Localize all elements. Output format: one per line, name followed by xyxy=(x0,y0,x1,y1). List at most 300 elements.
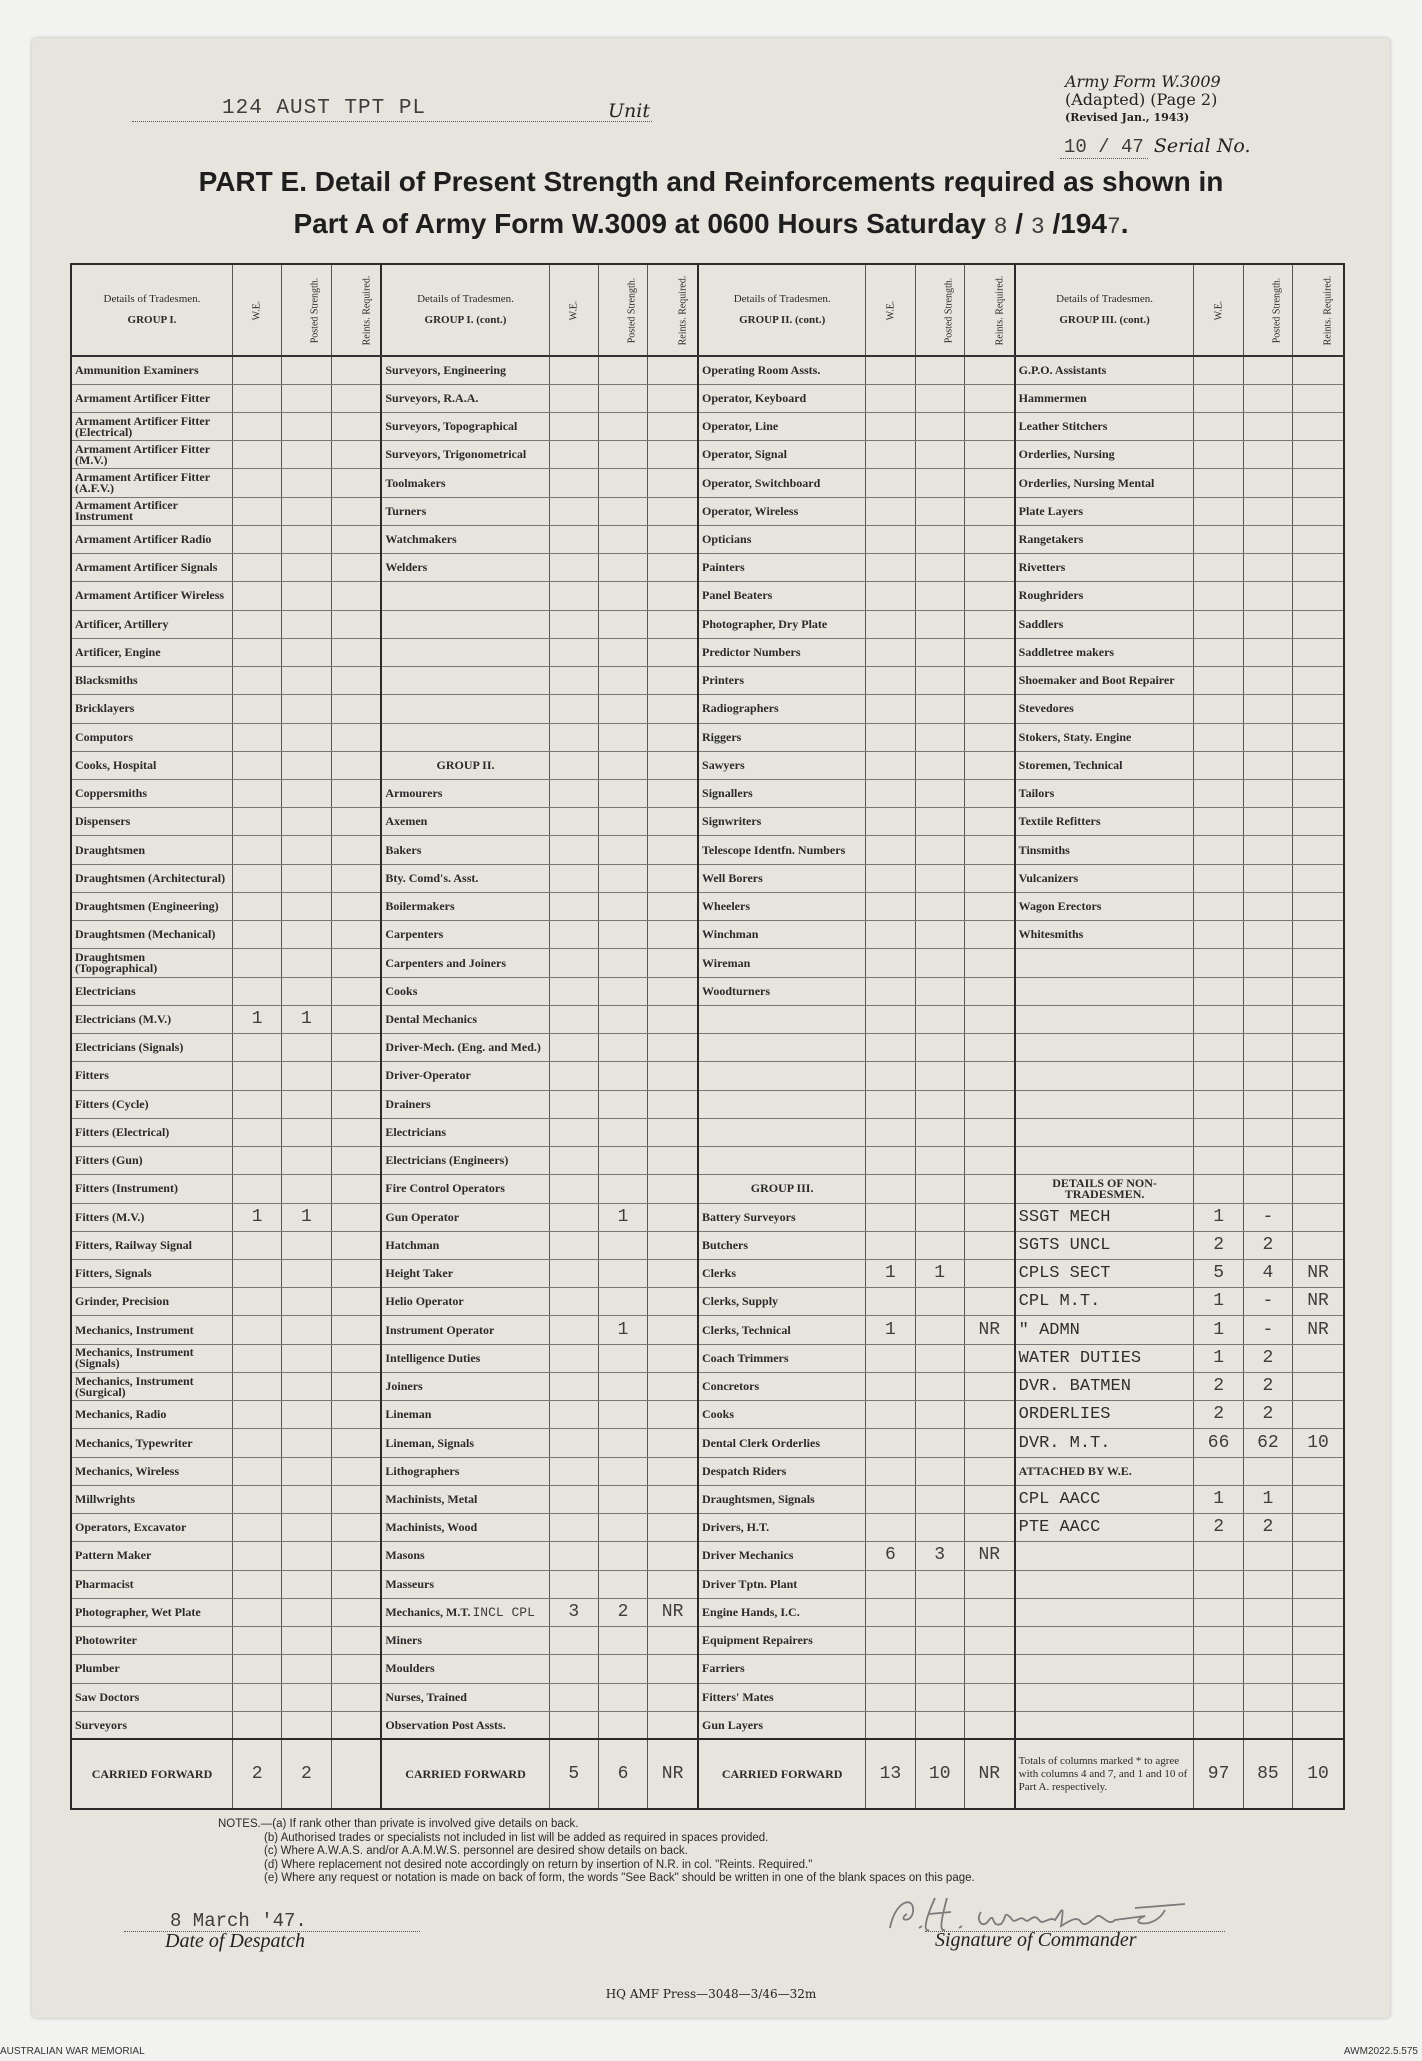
cell-we xyxy=(866,751,915,779)
cell-we xyxy=(866,610,915,638)
cell-we xyxy=(232,1372,281,1400)
cell-rr xyxy=(648,949,698,977)
cell-ps: 2 xyxy=(1243,1401,1292,1429)
cell-we xyxy=(549,582,598,610)
cell-we xyxy=(866,1175,915,1203)
trade-label: GROUP II. xyxy=(381,751,549,779)
cell-we xyxy=(549,1316,598,1344)
cell-rr xyxy=(331,667,381,695)
header-we-text: W.E. xyxy=(884,300,896,320)
cell-we: 2 xyxy=(1194,1372,1243,1400)
cell-ps xyxy=(282,1062,331,1090)
carried-we: 2 xyxy=(232,1739,281,1809)
cell-we xyxy=(866,1062,915,1090)
trade-label: Radiographers xyxy=(698,695,866,723)
note-c: (c) Where A.W.A.S. and/or A.A.M.W.S. personnel are desired show details on back. xyxy=(264,1845,688,1857)
cell-we xyxy=(1194,723,1243,751)
cell-rr xyxy=(1293,582,1344,610)
cell-rr xyxy=(1293,949,1344,977)
carried-rr: 10 xyxy=(1293,1739,1344,1809)
trade-label: Mechanics, Typewriter xyxy=(71,1429,232,1457)
cell-we xyxy=(232,780,281,808)
trade-label: Height Taker xyxy=(381,1260,549,1288)
table-row xyxy=(71,864,1344,892)
cell-ps xyxy=(282,1598,331,1626)
typed-annotation: INCL CPL xyxy=(472,1604,535,1620)
trade-label: Fitters, Railway Signal xyxy=(71,1231,232,1259)
trade-label: Electricians (Engineers) xyxy=(381,1147,549,1175)
cell-ps xyxy=(598,1231,647,1259)
table-row xyxy=(71,1147,1344,1175)
cell-rr xyxy=(648,469,698,497)
header-details-2 xyxy=(381,264,549,356)
cell-ps xyxy=(282,412,331,440)
cell-rr xyxy=(1293,1542,1344,1570)
carried-we: 97 xyxy=(1194,1739,1243,1809)
cell-ps xyxy=(598,1147,647,1175)
trade-label: Despatch Riders xyxy=(698,1457,866,1485)
header-group-name: GROUP I. (cont.) xyxy=(424,314,507,326)
trade-label: Pattern Maker xyxy=(71,1542,232,1570)
cell-we xyxy=(866,1514,915,1542)
cell-rr xyxy=(648,780,698,808)
cell-rr xyxy=(964,695,1014,723)
table-row xyxy=(71,1344,1344,1372)
cell-ps xyxy=(598,554,647,582)
note-b: (b) Authorised trades or specialists not included in list will be added as required in spaces provided. xyxy=(264,1831,769,1844)
trade-label: Clerks xyxy=(698,1260,866,1288)
cell-rr xyxy=(1293,864,1344,892)
cell-rr xyxy=(331,582,381,610)
cell-rr xyxy=(964,1401,1014,1429)
trade-label: Mechanics, Radio xyxy=(71,1401,232,1429)
trade-label: Printers xyxy=(698,667,866,695)
table-row xyxy=(71,1711,1344,1739)
trade-label: Orderlies, Nursing Mental xyxy=(1015,469,1194,497)
trade-label: Fire Control Operators xyxy=(381,1175,549,1203)
cell-rr xyxy=(964,1231,1014,1259)
cell-rr xyxy=(1293,610,1344,638)
cell-rr xyxy=(1293,638,1344,666)
trade-label: Drivers, H.T. xyxy=(698,1514,866,1542)
table-row xyxy=(71,1372,1344,1400)
cell-rr xyxy=(964,469,1014,497)
cell-we xyxy=(866,836,915,864)
cell-ps xyxy=(1243,1005,1292,1033)
cell-rr xyxy=(1293,1203,1344,1231)
cell-ps xyxy=(1243,836,1292,864)
trade-label: Wireman xyxy=(698,949,866,977)
trade-label: Driver Mechanics xyxy=(698,1542,866,1570)
cell-ps: 4 xyxy=(1243,1260,1292,1288)
cell-rr xyxy=(648,384,698,412)
cell-rr: NR xyxy=(1293,1260,1344,1288)
cell-ps xyxy=(915,638,964,666)
cell-rr xyxy=(648,723,698,751)
trade-label: Woodturners xyxy=(698,977,866,1005)
unit-label: Unit xyxy=(608,100,650,122)
cell-ps: 2 xyxy=(1243,1344,1292,1372)
cell-ps xyxy=(598,1005,647,1033)
cell-rr xyxy=(1293,1062,1344,1090)
cell-we xyxy=(549,1542,598,1570)
trade-label: Rangetakers xyxy=(1015,525,1194,553)
cell-rr xyxy=(1293,808,1344,836)
header-posted-text: Posted Strength. xyxy=(309,277,321,343)
cell-rr: NR xyxy=(1293,1288,1344,1316)
cell-we xyxy=(549,356,598,384)
note-a: NOTES.—(a) If rank other than private is involved give details on back. xyxy=(218,1818,579,1830)
header-we-3 xyxy=(866,264,915,356)
header-posted-text: Posted Strength. xyxy=(1271,277,1283,343)
cell-we xyxy=(866,921,915,949)
cell-ps xyxy=(1243,808,1292,836)
cell-ps xyxy=(598,892,647,920)
cell-rr xyxy=(331,554,381,582)
cell-rr xyxy=(1293,1485,1344,1513)
cell-rr xyxy=(648,1147,698,1175)
trade-label xyxy=(1015,1005,1194,1033)
cell-we xyxy=(232,1570,281,1598)
cell-ps xyxy=(282,525,331,553)
cell-ps xyxy=(282,667,331,695)
trade-label: Leather Stitchers xyxy=(1015,412,1194,440)
cell-we xyxy=(866,1485,915,1513)
cell-ps: 1 xyxy=(598,1203,647,1231)
trade-label: Fitters (Cycle) xyxy=(71,1090,232,1118)
cell-we: 1 xyxy=(232,1203,281,1231)
cell-rr xyxy=(964,582,1014,610)
cell-we xyxy=(1194,638,1243,666)
cell-we xyxy=(232,892,281,920)
cell-we xyxy=(1194,864,1243,892)
cell-we xyxy=(1194,384,1243,412)
table-header-row xyxy=(71,264,1344,356)
cell-we xyxy=(549,1372,598,1400)
trade-label: Machinists, Metal xyxy=(381,1485,549,1513)
trade-label: Stevedores xyxy=(1015,695,1194,723)
date-day: 8 xyxy=(993,214,1008,240)
cell-rr xyxy=(1293,892,1344,920)
cell-we xyxy=(1194,554,1243,582)
cell-ps xyxy=(915,1655,964,1683)
trade-label: Welders xyxy=(381,554,549,582)
trade-label: Intelligence Duties xyxy=(381,1344,549,1372)
cell-we xyxy=(232,469,281,497)
trade-label xyxy=(1015,1118,1194,1146)
carried-forward-label: CARRIED FORWARD xyxy=(381,1739,549,1809)
cell-rr xyxy=(331,1316,381,1344)
trade-label: Fitters (Gun) xyxy=(71,1147,232,1175)
trade-label: Bricklayers xyxy=(71,695,232,723)
cell-ps xyxy=(915,525,964,553)
cell-we xyxy=(549,977,598,1005)
cell-ps xyxy=(598,1090,647,1118)
header-we-4 xyxy=(1194,264,1243,356)
cell-rr xyxy=(964,1005,1014,1033)
cell-rr xyxy=(331,638,381,666)
cell-ps xyxy=(598,638,647,666)
cell-we: 5 xyxy=(1194,1260,1243,1288)
cell-we xyxy=(232,1316,281,1344)
cell-we: 1 xyxy=(1194,1344,1243,1372)
trade-label: Battery Surveyors xyxy=(698,1203,866,1231)
cell-rr xyxy=(964,554,1014,582)
cell-we xyxy=(866,977,915,1005)
cell-we xyxy=(549,1005,598,1033)
form-reference xyxy=(1065,73,1221,127)
cell-we xyxy=(232,1401,281,1429)
cell-ps xyxy=(282,1090,331,1118)
strength-table xyxy=(70,263,1345,1810)
trade-label: PTE AACC xyxy=(1015,1514,1194,1542)
cell-rr xyxy=(964,864,1014,892)
carried-we: 13 xyxy=(866,1739,915,1809)
cell-we xyxy=(232,1231,281,1259)
cell-rr xyxy=(648,1203,698,1231)
trade-label: Vulcanizers xyxy=(1015,864,1194,892)
cell-ps xyxy=(915,695,964,723)
cell-we xyxy=(866,1372,915,1400)
header-details-text: Details of Tradesmen. xyxy=(103,293,201,305)
table-row xyxy=(71,554,1344,582)
cell-ps xyxy=(282,638,331,666)
cell-rr xyxy=(331,751,381,779)
carried-rr: NR xyxy=(648,1739,698,1809)
press-imprint: HQ AMF Press—3048—3/46—32m xyxy=(605,1987,817,2001)
cell-rr xyxy=(964,497,1014,525)
cell-ps xyxy=(598,1062,647,1090)
table-row xyxy=(71,1175,1344,1203)
trade-label xyxy=(698,1090,866,1118)
table-row xyxy=(71,921,1344,949)
cell-rr xyxy=(964,1485,1014,1513)
cell-rr: NR xyxy=(964,1542,1014,1570)
trade-label: WATER DUTIES xyxy=(1015,1344,1194,1372)
cell-we xyxy=(1194,892,1243,920)
cell-ps xyxy=(598,1344,647,1372)
trade-label: Millwrights xyxy=(71,1485,232,1513)
date-year-prefix: 194 xyxy=(1060,208,1107,239)
cell-ps xyxy=(915,356,964,384)
header-posted-3 xyxy=(915,264,964,356)
cell-ps xyxy=(1243,949,1292,977)
totals-note: Totals of columns marked * to agree with columns 4 and 7, and 1 and 10 of Part A. respectively. xyxy=(1015,1739,1194,1809)
trade-label xyxy=(698,1062,866,1090)
cell-we xyxy=(1194,441,1243,469)
cell-we xyxy=(1194,412,1243,440)
cell-rr xyxy=(964,384,1014,412)
cell-we xyxy=(866,1118,915,1146)
trade-label: Armament Artificer Fitter (M.V.) xyxy=(71,441,232,469)
cell-ps xyxy=(915,1231,964,1259)
cell-rr xyxy=(648,1005,698,1033)
cell-we: 1 xyxy=(1194,1288,1243,1316)
cell-we xyxy=(549,1655,598,1683)
cell-rr xyxy=(331,1231,381,1259)
cell-rr xyxy=(331,1147,381,1175)
cell-ps xyxy=(1243,1118,1292,1146)
table-row xyxy=(71,808,1344,836)
carried-forward-label: CARRIED FORWARD xyxy=(71,1739,232,1809)
cell-we xyxy=(1194,1147,1243,1175)
trade-label: Computors xyxy=(71,723,232,751)
cell-we xyxy=(232,582,281,610)
cell-we xyxy=(232,1175,281,1203)
carried-forward-label: CARRIED FORWARD xyxy=(698,1739,866,1809)
cell-we xyxy=(1194,1655,1243,1683)
cell-rr xyxy=(648,1231,698,1259)
cell-ps xyxy=(915,1429,964,1457)
cell-ps xyxy=(598,1372,647,1400)
trade-label: Miners xyxy=(381,1627,549,1655)
cell-ps xyxy=(282,751,331,779)
cell-rr: 10 xyxy=(1293,1429,1344,1457)
trade-label: DVR. M.T. xyxy=(1015,1429,1194,1457)
cell-we xyxy=(232,1260,281,1288)
cell-ps xyxy=(282,1147,331,1175)
cell-rr xyxy=(331,1034,381,1062)
trade-label: Toolmakers xyxy=(381,469,549,497)
cell-ps xyxy=(915,1288,964,1316)
cell-we xyxy=(866,1231,915,1259)
cell-ps xyxy=(915,1203,964,1231)
cell-ps xyxy=(282,1457,331,1485)
cell-rr xyxy=(648,1090,698,1118)
cell-we xyxy=(1194,751,1243,779)
cell-we xyxy=(232,1034,281,1062)
table-row xyxy=(71,582,1344,610)
cell-ps xyxy=(1243,1655,1292,1683)
cell-we xyxy=(866,1147,915,1175)
cell-we xyxy=(232,638,281,666)
cell-ps xyxy=(282,1316,331,1344)
cell-ps xyxy=(282,1260,331,1288)
cell-ps xyxy=(598,1175,647,1203)
cell-rr xyxy=(331,1570,381,1598)
trade-label: Whitesmiths xyxy=(1015,921,1194,949)
cell-rr xyxy=(964,808,1014,836)
cell-rr xyxy=(331,1514,381,1542)
cell-we xyxy=(866,808,915,836)
cell-ps xyxy=(598,1570,647,1598)
trade-label: GROUP III. xyxy=(698,1175,866,1203)
cell-we xyxy=(232,1683,281,1711)
cell-rr: NR xyxy=(964,1316,1014,1344)
cell-ps: 2 xyxy=(1243,1372,1292,1400)
cell-rr xyxy=(964,1260,1014,1288)
trade-label: Clerks, Supply xyxy=(698,1288,866,1316)
cell-we xyxy=(866,356,915,384)
cell-ps xyxy=(915,497,964,525)
trade-label xyxy=(1015,1711,1194,1739)
table-row xyxy=(71,1655,1344,1683)
cell-rr xyxy=(331,1372,381,1400)
cell-we xyxy=(1194,1627,1243,1655)
trade-label: " ADMN xyxy=(1015,1316,1194,1344)
cell-rr xyxy=(1293,1090,1344,1118)
trade-label: Cooks xyxy=(381,977,549,1005)
table-row xyxy=(71,1570,1344,1598)
cell-ps xyxy=(282,1175,331,1203)
cell-ps xyxy=(282,469,331,497)
cell-ps xyxy=(598,1655,647,1683)
table-row xyxy=(71,1034,1344,1062)
cell-we xyxy=(866,695,915,723)
cell-we xyxy=(232,1627,281,1655)
trade-label xyxy=(1015,977,1194,1005)
table-row xyxy=(71,1062,1344,1090)
cell-ps xyxy=(282,1231,331,1259)
cell-rr xyxy=(964,1627,1014,1655)
cell-rr xyxy=(964,892,1014,920)
trade-label: Draughtsmen (Engineering) xyxy=(71,892,232,920)
cell-we xyxy=(232,1655,281,1683)
cell-rr xyxy=(964,977,1014,1005)
cell-we xyxy=(549,554,598,582)
archive-credit: AUSTRALIAN WAR MEMORIAL xyxy=(0,2046,145,2057)
cell-ps xyxy=(598,1683,647,1711)
header-we-text: W.E. xyxy=(568,300,580,320)
cell-rr xyxy=(331,1711,381,1739)
cell-rr xyxy=(331,1203,381,1231)
cell-ps xyxy=(915,1683,964,1711)
cell-we xyxy=(866,1034,915,1062)
cell-rr xyxy=(1293,469,1344,497)
cell-rr xyxy=(331,921,381,949)
cell-we xyxy=(549,1175,598,1203)
trade-label: Storemen, Technical xyxy=(1015,751,1194,779)
table-row xyxy=(71,610,1344,638)
cell-we xyxy=(549,836,598,864)
table-row xyxy=(71,751,1344,779)
table-row xyxy=(71,638,1344,666)
cell-ps xyxy=(282,554,331,582)
cell-ps xyxy=(915,949,964,977)
cell-ps xyxy=(282,1429,331,1457)
cell-ps xyxy=(915,1457,964,1485)
trade-label: Operating Room Assts. xyxy=(698,356,866,384)
cell-rr xyxy=(1293,751,1344,779)
cell-rr xyxy=(964,780,1014,808)
trade-label: Draughtsmen (Mechanical) xyxy=(71,921,232,949)
header-details-4 xyxy=(1015,264,1194,356)
cell-ps xyxy=(598,1034,647,1062)
trade-label: Hammermen xyxy=(1015,384,1194,412)
cell-we xyxy=(549,751,598,779)
cell-we xyxy=(549,892,598,920)
cell-rr xyxy=(1293,1372,1344,1400)
cell-ps xyxy=(915,864,964,892)
trade-label: Lineman, Signals xyxy=(381,1429,549,1457)
cell-ps xyxy=(598,1260,647,1288)
carried-rr xyxy=(331,1739,381,1809)
cell-ps xyxy=(1243,1090,1292,1118)
header-posted-2 xyxy=(598,264,647,356)
cell-ps xyxy=(915,1147,964,1175)
cell-ps xyxy=(282,892,331,920)
cell-ps xyxy=(282,864,331,892)
table-row xyxy=(71,1288,1344,1316)
cell-we xyxy=(1194,977,1243,1005)
cell-rr xyxy=(331,864,381,892)
trade-label: Orderlies, Nursing xyxy=(1015,441,1194,469)
cell-ps xyxy=(915,1372,964,1400)
cell-we xyxy=(549,1485,598,1513)
cell-we xyxy=(549,723,598,751)
cell-we xyxy=(232,1542,281,1570)
cell-rr xyxy=(1293,356,1344,384)
